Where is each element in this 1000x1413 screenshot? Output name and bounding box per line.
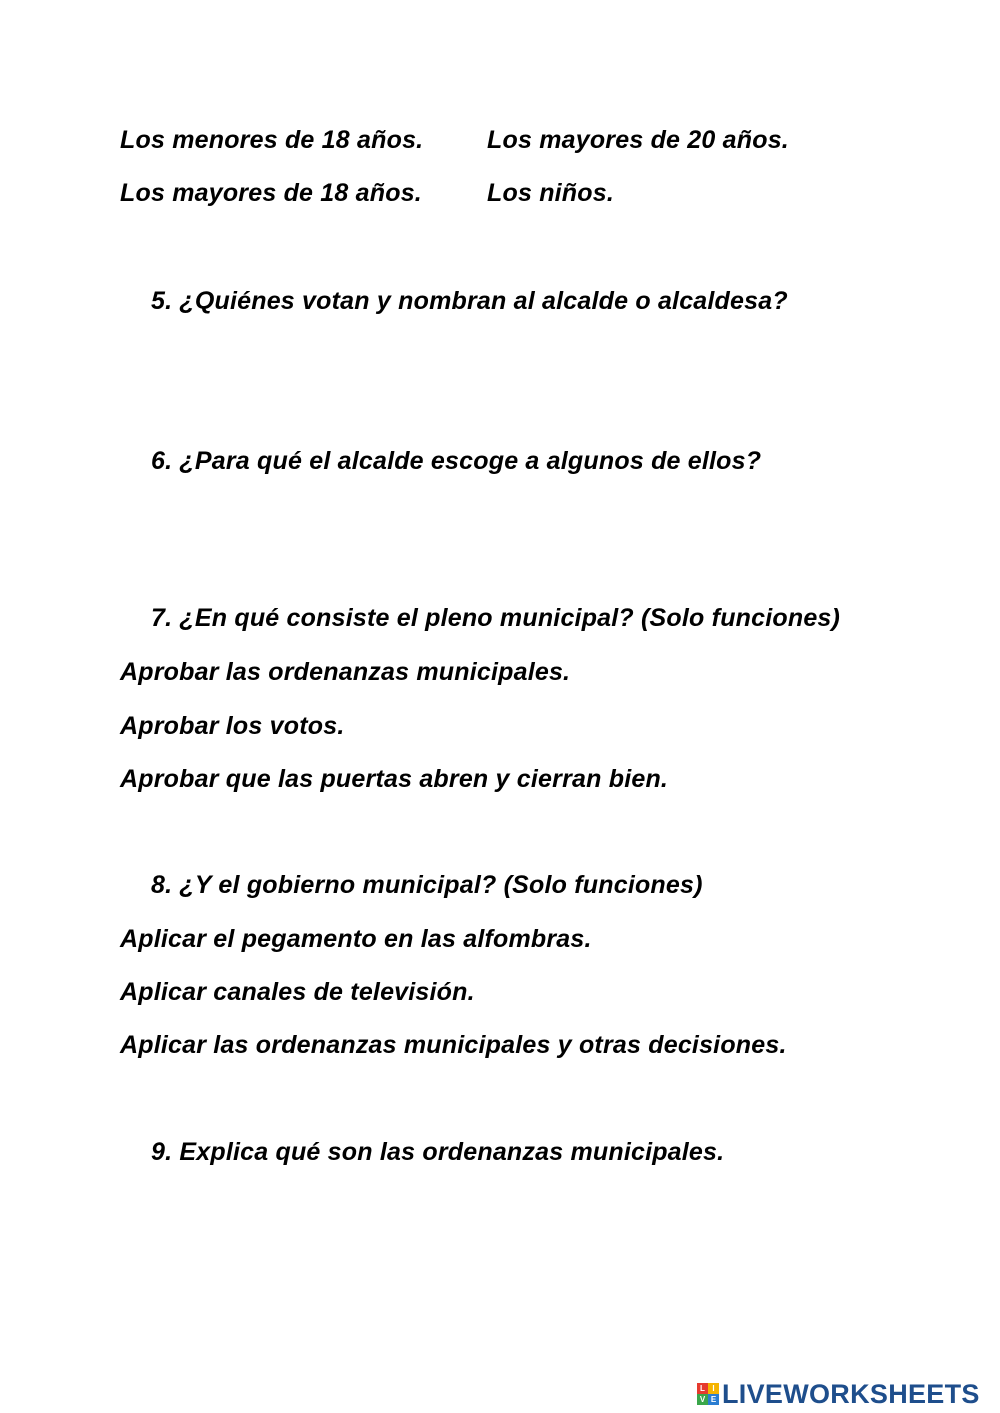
- logo-mark-e: E: [708, 1394, 719, 1405]
- q7-option-1[interactable]: Aprobar las ordenanzas municipales.: [120, 658, 571, 686]
- option-under-18[interactable]: Los menores de 18 años.: [120, 126, 424, 154]
- q8-option-1[interactable]: Aplicar el pegamento en las alfombras.: [120, 925, 592, 953]
- q8-option-3[interactable]: Aplicar las ordenanzas municipales y otras decisiones.: [120, 1031, 787, 1059]
- q8-option-2[interactable]: Aplicar canales de televisión.: [120, 978, 475, 1006]
- option-children[interactable]: Los niños.: [487, 179, 614, 207]
- liveworksheets-logo: [697, 1379, 980, 1409]
- logo-mark-l: L: [697, 1383, 708, 1394]
- option-over-20[interactable]: Los mayores de 20 años.: [487, 126, 789, 154]
- question-8: 8. ¿Y el gobierno municipal? (Solo funciones): [151, 871, 703, 899]
- option-over-18[interactable]: Los mayores de 18 años.: [120, 179, 422, 207]
- logo-mark-i: I: [708, 1383, 719, 1394]
- question-5: 5. ¿Quiénes votan y nombran al alcalde o alcaldesa?: [151, 287, 788, 315]
- q7-option-3[interactable]: Aprobar que las puertas abren y cierran bien.: [120, 765, 669, 793]
- logo-text: LIVEWORKSHEETS: [722, 1378, 980, 1409]
- question-9: 9. Explica qué son las ordenanzas municipales.: [151, 1138, 725, 1166]
- q7-option-2[interactable]: Aprobar los votos.: [120, 712, 345, 740]
- question-7: 7. ¿En qué consiste el pleno municipal? (Solo funciones): [151, 604, 841, 632]
- question-6: 6. ¿Para qué el alcalde escoge a algunos de ellos?: [151, 447, 762, 475]
- logo-mark-v: V: [697, 1394, 708, 1405]
- liveworksheets-logo-icon: [697, 1383, 719, 1405]
